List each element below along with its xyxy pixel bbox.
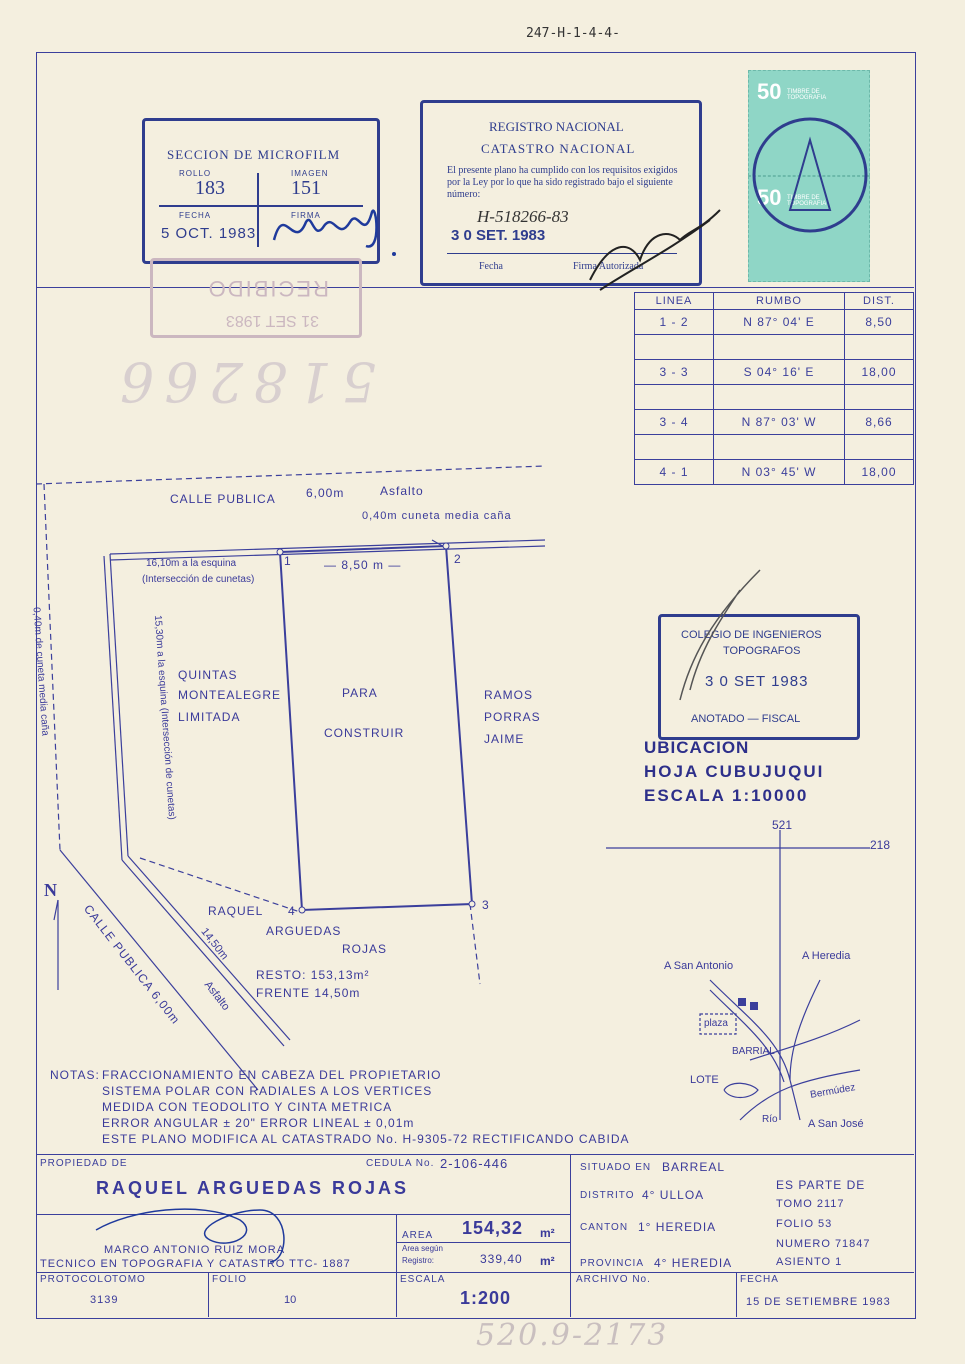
fecha-value: 5 OCT. 1983 xyxy=(161,225,257,242)
area-registro-value: 339,40 xyxy=(480,1252,523,1266)
numero-value: NUMERO 71847 xyxy=(776,1238,871,1250)
a-san-antonio: A San Antonio xyxy=(664,960,734,972)
colegio-line2: TOPOGRAFOS xyxy=(723,645,801,657)
provincia-label: PROVINCIA xyxy=(580,1258,645,1269)
rollo-label: ROLLO xyxy=(179,169,212,178)
notas-label: NOTAS: xyxy=(50,1068,100,1082)
header-code: 247-H-1-4-4- xyxy=(526,26,620,41)
imagen-label: IMAGEN xyxy=(291,169,329,178)
distrito-label: DISTRITO xyxy=(580,1190,635,1201)
neighbor-left-2: MONTEALEGRE xyxy=(178,688,282,702)
ubicacion-line1: UBICACION xyxy=(644,738,750,757)
rio-label: Río xyxy=(762,1114,778,1125)
plaza-label: plaza xyxy=(704,1018,728,1029)
header-linea: LINEA xyxy=(635,293,714,310)
canton-value: 1° HEREDIA xyxy=(638,1220,717,1234)
colegio-line1: COLEGIO DE INGENIEROS xyxy=(681,629,822,641)
dim-top: — 8,50 m — xyxy=(324,558,402,572)
distrito-value: 4° ULLOA xyxy=(642,1188,705,1202)
protocolo-value: 3139 xyxy=(90,1294,119,1306)
esquina1b-label: (Intersección de cunetas) xyxy=(142,574,255,585)
vertex-2: 2 xyxy=(454,552,462,566)
tomo-value: TOMO 2117 xyxy=(776,1198,845,1210)
asiento-value: ASIENTO 1 xyxy=(776,1256,843,1268)
area-label: AREA xyxy=(402,1230,434,1241)
area-registro-unit: m² xyxy=(540,1254,555,1268)
center-2: CONSTRUIR xyxy=(324,726,405,740)
calle-top-width: 6,00m xyxy=(306,486,345,500)
canton-label: CANTON xyxy=(580,1222,629,1233)
cell-dist: 8,50 xyxy=(845,310,914,335)
fecha-label: FECHA xyxy=(179,211,212,220)
registro-title2: CATASTRO NACIONAL xyxy=(481,141,636,156)
registro-fecha: 3 0 SET. 1983 xyxy=(451,227,546,244)
tecnico-title: TECNICO EN TOPOGRAFIA Y CATASTRO TTC- 1887 xyxy=(40,1258,351,1270)
neighbor-right-3: JAIME xyxy=(484,732,525,746)
area-registro-label1: Area según xyxy=(402,1244,443,1253)
notas-line-2: SISTEMA POLAR CON RADIALES A LOS VERTICES xyxy=(102,1084,433,1098)
neighbor-left-1: QUINTAS xyxy=(178,668,238,682)
north-arrow-label: N xyxy=(44,880,57,900)
neighbor-bottom-3: ROJAS xyxy=(342,942,388,956)
neighbor-bottom-2: ARGUEDAS xyxy=(266,924,342,938)
neighbor-bottom-1: RAQUEL xyxy=(208,904,264,918)
escala-value: 1:200 xyxy=(460,1288,512,1308)
revenue-value-2: 50 xyxy=(757,185,782,210)
cuneta-left-label: 0,40m de cuneta media caña xyxy=(30,606,51,737)
cell-linea: 3 - 3 xyxy=(635,360,714,385)
registro-fecha-label: Fecha xyxy=(479,261,503,272)
notas-line-3: MEDIDA CON TEODOLITO Y CINTA METRICA xyxy=(102,1100,393,1114)
registro-numero: H-518266-83 xyxy=(477,207,569,226)
propiedad-label: PROPIEDAD DE xyxy=(40,1158,128,1169)
firma-label: FIRMA xyxy=(291,211,321,220)
es-parte-label: ES PARTE DE xyxy=(776,1178,866,1192)
cell-linea: 1 - 2 xyxy=(635,310,714,335)
neighbor-left-3: LIMITADA xyxy=(178,710,241,724)
vertex-4: 4 xyxy=(288,904,296,918)
colegio-signature xyxy=(650,560,770,710)
area-unit: m² xyxy=(540,1226,555,1240)
cell-rumbo: N 87° 03' W xyxy=(714,410,845,435)
registro-firma-label: Firma Autorizada xyxy=(573,261,644,272)
archivo-label: ARCHIVO No. xyxy=(576,1274,651,1285)
situado-label: SITUADO EN xyxy=(580,1162,652,1173)
footer-vline-2 xyxy=(396,1214,397,1317)
vertex-1: 1 xyxy=(284,554,292,568)
coord-right: 218 xyxy=(870,838,891,852)
neighbor-right-1: RAMOS xyxy=(484,688,534,702)
cuneta-top-label: 0,40m cuneta media caña xyxy=(362,510,512,522)
calle-diag-label: CALLE PUBLICA 6,00m xyxy=(80,902,183,1028)
vertex-3: 3 xyxy=(482,898,490,912)
bottom-handwritten: 520.9-2173 xyxy=(476,1318,669,1353)
cell-rumbo: N 87° 04' E xyxy=(714,310,845,335)
imagen-value: 151 xyxy=(291,177,321,199)
cell-linea: 3 - 4 xyxy=(635,410,714,435)
header-rumbo: RUMBO xyxy=(714,293,845,310)
area-registro-label2: Registro: xyxy=(402,1256,435,1265)
a-san-jose: A San José xyxy=(808,1118,864,1130)
area-hline xyxy=(396,1242,570,1243)
rollo-value: 183 xyxy=(195,177,225,199)
header-dist: DIST. xyxy=(845,293,914,310)
cell-dist: 18,00 xyxy=(845,360,914,385)
dim-bottom: 14,50m xyxy=(198,925,231,963)
cell-rumbo: S 04° 16' E xyxy=(714,360,845,385)
footer-vline-4 xyxy=(736,1272,737,1317)
resto-label: RESTO: 153,13m² xyxy=(256,968,370,982)
revenue-caption-2: TIMBRE DE TOPOGRAFIA xyxy=(787,195,827,207)
microfilm-title: SECCION DE MICROFILM xyxy=(167,147,341,162)
registro-title1: REGISTRO NACIONAL xyxy=(489,119,624,134)
notas-line-1: FRACCIONAMIENTO EN CABEZA DEL PROPIETARIO xyxy=(102,1068,442,1082)
esquina2-label: 15,30m a la esquina (Intersección de cunetas) xyxy=(151,614,178,821)
tecnico-name: MARCO ANTONIO RUIZ MORA xyxy=(104,1244,286,1256)
revenue-caption-1: TIMBRE DE TOPOGRAFIA xyxy=(787,89,827,101)
ubicacion-line3: ESCALA 1:10000 xyxy=(644,786,809,805)
a-heredia: A Heredia xyxy=(802,950,851,962)
calle-top-surface: Asfalto xyxy=(380,484,424,498)
protocolo-label: PROTOCOLO xyxy=(40,1274,113,1285)
calle-top-label: CALLE PUBLICA xyxy=(170,492,276,506)
colegio-date: 3 0 SET 1983 xyxy=(705,673,809,690)
notas-line-5: ESTE PLANO MODIFICA AL CATASTRADO No. H-9305-72 RECTIFICANDO CABIDA xyxy=(102,1132,630,1146)
protocolo-tomo-label: TOMO xyxy=(112,1274,146,1285)
handwritten-number: 518266 xyxy=(110,350,377,413)
footer-top-line xyxy=(36,1154,914,1155)
folio-label: FOLIO xyxy=(212,1274,248,1285)
cell-linea: 4 - 1 xyxy=(635,460,714,485)
ubicacion-line2: HOJA CUBUJUQUI xyxy=(644,762,825,781)
folio-protocolo-value: 10 xyxy=(284,1294,297,1306)
folio-value: FOLIO 53 xyxy=(776,1218,833,1230)
colegio-line3: ANOTADO — FISCAL xyxy=(691,713,801,725)
recibido-text: RECIBIDO xyxy=(206,276,329,301)
fecha-value: 15 DE SETIEMBRE 1983 xyxy=(746,1296,891,1308)
center-1: PARA xyxy=(342,686,378,700)
frente-label: FRENTE 14,50m xyxy=(256,986,361,1000)
bermudez-label: Bermúdez xyxy=(809,1082,857,1101)
location-map xyxy=(600,820,910,1140)
cell-dist: 18,00 xyxy=(845,460,914,485)
escala-label: ESCALA xyxy=(400,1274,446,1285)
notas-line-4: ERROR ANGULAR ± 20" ERROR LINEAL ± 0,01m xyxy=(102,1116,415,1130)
revenue-value-1: 50 xyxy=(757,79,782,104)
esquina1-label: 16,10m a la esquina xyxy=(146,558,237,569)
recibido-date: 31 SET 1983 xyxy=(225,312,319,329)
area-value: 154,32 xyxy=(462,1218,524,1238)
owner-name: RAQUEL ARGUEDAS ROJAS xyxy=(96,1178,410,1198)
provincia-value: 4° HEREDIA xyxy=(654,1256,733,1270)
coord-top: 521 xyxy=(772,818,793,832)
cedula-label: CEDULA No. xyxy=(366,1158,435,1169)
situado-value: BARREAL xyxy=(662,1160,726,1174)
lote-label: LOTE xyxy=(690,1074,719,1086)
cedula-value: 2-106-446 xyxy=(440,1156,509,1171)
neighbor-right-2: PORRAS xyxy=(484,710,541,724)
fecha-label: FECHA xyxy=(740,1274,779,1285)
registro-body: El presente plano ha cumplido con los requisitos exigidos por la Ley por lo que ha sido registrado bajo el siguiente número: xyxy=(447,165,678,200)
cell-dist: 8,66 xyxy=(845,410,914,435)
tecnico-signature xyxy=(90,1190,320,1280)
footer-vline-1 xyxy=(570,1154,571,1317)
calle-diag-surface: Asfalto xyxy=(201,979,232,1013)
cell-rumbo: N 03° 45' W xyxy=(714,460,845,485)
barrial-label: BARRIAL xyxy=(732,1046,775,1057)
